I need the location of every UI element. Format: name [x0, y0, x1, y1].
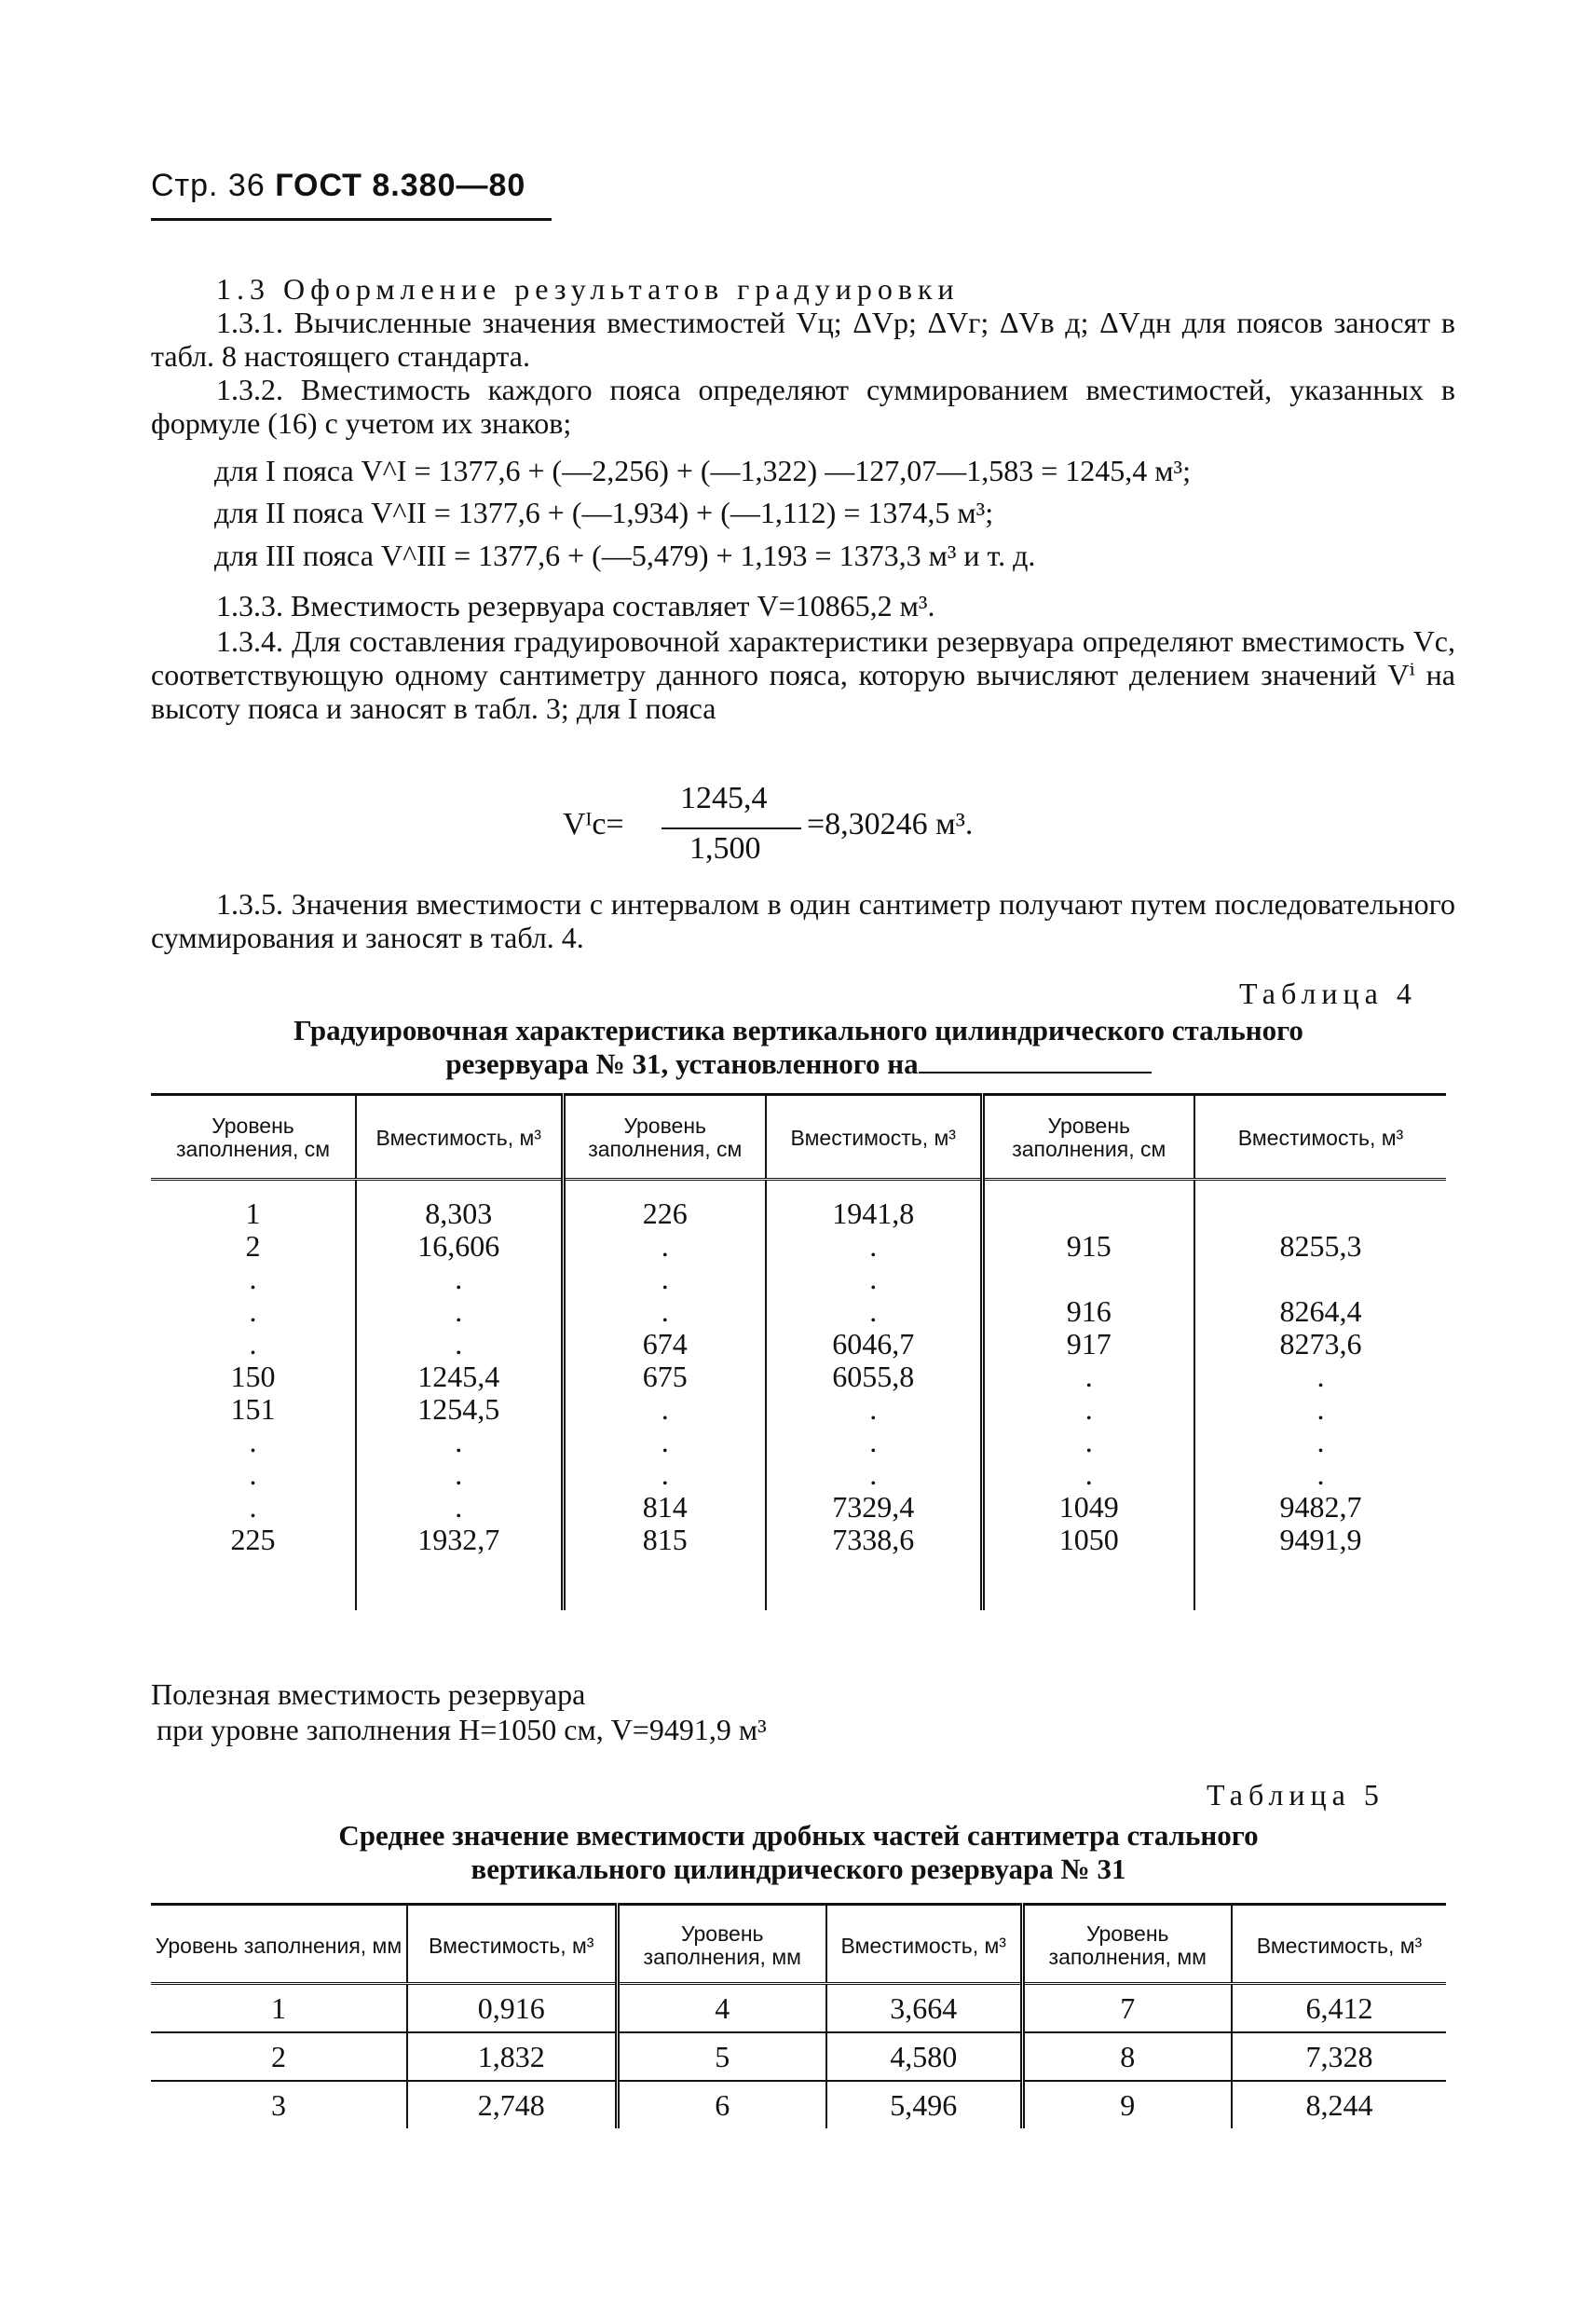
table-row — [151, 2032, 1446, 2081]
table4 — [151, 1093, 1446, 1610]
table5-header-row — [151, 1905, 1446, 1984]
table4-title-blank — [919, 1049, 1152, 1073]
table5-cell: 8 — [1022, 2032, 1232, 2081]
formula-belt-2: для II пояса V^II = 1377,6 + (—1,934) + (—1,112) = 1374,5 м³; — [214, 496, 994, 529]
table4-volume-col-3 — [1194, 1180, 1446, 1611]
table4-header-cell: Вместимость, м³ — [356, 1095, 563, 1180]
table5-header-cell: Вместимость, м³ — [407, 1905, 617, 1984]
table5-header-cell: Вместимость, м³ — [826, 1905, 1022, 1984]
table5-title — [151, 1819, 1446, 1886]
table4-level-col-2 — [563, 1180, 766, 1611]
table5-title-line2: вертикального цилиндрического резервуара № 31 — [471, 1853, 1126, 1885]
table-row — [151, 2081, 1446, 2128]
table5-cell: 2 — [151, 2032, 407, 2081]
useful-capacity-line1: Полезная вместимость резервуара — [151, 1677, 586, 1711]
table5-cell: 1 — [151, 1984, 407, 2033]
table4-level-col-1 — [151, 1180, 356, 1611]
table5-title-line1: Среднее значение вместимости дробных частей сантиметра стального — [338, 1819, 1259, 1852]
formula-belt-3: для III пояса V^III = 1377,6 + (—5,479) + 1,193 = 1373,3 м³ и т. д. — [214, 539, 1036, 572]
table4-header-row — [151, 1095, 1446, 1180]
table5-cell: 3 — [271, 2087, 286, 2122]
paragraph-1-3-3: 1.3.3. Вместимость резервуара составляет V=10865,2 м³. — [216, 589, 935, 622]
table5-cell: 7,328 — [1232, 2032, 1446, 2081]
table4-volume-col-2 — [766, 1180, 982, 1611]
table5-header-cell: Вместимость, м³ — [1232, 1905, 1446, 1984]
table4-title-line2 — [151, 1047, 1446, 1081]
table4-body-row — [151, 1180, 1446, 1611]
paragraph-1-3-1: 1.3.1. Вычисленные значения вместимостей Vц; ΔVр; ΔVг; ΔVв д; ΔVдн для поясов заносят в табл. 8 настоящего стандарта. — [151, 306, 1455, 373]
table5-cell: 7 — [1022, 1984, 1232, 2033]
fraction-lhs: Vᴵс= — [563, 807, 624, 841]
table5-header-cell: Уровень заполнения, мм — [151, 1905, 407, 1984]
useful-capacity-line2: при уровне заполнения H=1050 см, V=9491,9 м³ — [157, 1713, 767, 1746]
table5-header-cell: Уровень заполнения, мм — [617, 1905, 826, 1984]
fraction-numerator: 1245,4 — [680, 781, 768, 815]
table4-header-cell: Вместимость, м³ — [1194, 1095, 1446, 1180]
page-header — [151, 168, 525, 204]
table4-header-cell: Вместимость, м³ — [766, 1095, 982, 1180]
table5 — [151, 1903, 1446, 2128]
table4-title — [151, 1014, 1446, 1081]
table5-caption: Таблица 5 — [1207, 1778, 1385, 1812]
standard-code: ГОСТ 8.380—80 — [275, 168, 526, 203]
table5-cell: 3,664 — [826, 1984, 1022, 2033]
table4-caption: Таблица 4 — [1239, 977, 1417, 1010]
table4-header-cell: Уровень заполнения, см — [151, 1095, 356, 1180]
header-rule — [151, 218, 552, 221]
table4-cell: 915 916 917 . . . . 1049 1050 — [1058, 1229, 1119, 1556]
fraction-bar — [662, 827, 801, 829]
table5-cell: 2,748 — [407, 2081, 617, 2128]
table4-title-line2-text: резервуара № 31, установленного на — [445, 1047, 919, 1080]
formula-belt-1: для I пояса V^I = 1377,6 + (—2,256) + (—1,322) —127,07—1,583 = 1245,4 м³; — [214, 454, 1191, 487]
paragraph-1-3-2: 1.3.2. Вместимость каждого пояса определяют суммированием вместимостей, указанных в формуле (16) с учетом их знаков; — [151, 373, 1455, 440]
table5-cell: 1,832 — [407, 2032, 617, 2081]
fraction-rhs: =8,30246 м³. — [807, 807, 974, 841]
table5-cell: 8,244 — [1232, 2081, 1446, 2128]
fraction-denominator: 1,500 — [689, 831, 761, 866]
table4-cell: 1 2 . . . 150 151 . . . 225 — [230, 1197, 276, 1556]
table5-cell: 4,580 — [826, 2032, 1022, 2081]
table4-cell: 1941,8 . . . 6046,7 6055,8 . . . 7329,4 7338,6 — [832, 1197, 915, 1556]
table5-cell: 0,916 — [407, 1984, 617, 2033]
table5-header-cell: Уровень заполнения, мм — [1022, 1905, 1232, 1984]
table4-header-cell: Уровень заполнения, см — [563, 1095, 766, 1180]
table5-cell: 4 — [617, 1984, 826, 2033]
table4-header-cell: Уровень заполнения, см — [982, 1095, 1194, 1180]
table4-cell: 8,303 16,606 . . . 1245,4 1254,5 . . . 1932,7 — [417, 1197, 500, 1556]
table5-cell: 6 — [617, 2081, 826, 2128]
table-row — [151, 1984, 1446, 2033]
table4-title-line1: Градуировочная характеристика вертикального цилиндрического стального — [293, 1014, 1303, 1046]
section-heading: 1.3 Оформление результатов градуировки — [216, 272, 960, 306]
table4-level-col-3 — [982, 1180, 1194, 1611]
table5-cell: 5 — [617, 2032, 826, 2081]
table4-cell: 226 . . . 674 675 . . . 814 815 — [642, 1197, 688, 1556]
table4-volume-col-1 — [356, 1180, 563, 1611]
table5-cell: 9 — [1022, 2081, 1232, 2128]
page-number: Стр. 36 — [151, 168, 266, 203]
paragraph-1-3-4: 1.3.4. Для составления градуировочной характеристики резервуара определяют вместимость Vс, соответствующую одному сантиметру данного пояса, которую вычисляют делением значений Vⁱ на высоту пояса и заносят в табл. 3; для I пояса — [151, 624, 1455, 725]
table5-cell: 6,412 — [1232, 1984, 1446, 2033]
paragraph-1-3-5: 1.3.5. Значения вместимости с интервалом в один сантиметр получают путем последовательного суммирования и заносят в табл. 4. — [151, 887, 1455, 954]
table5-cell: 5,496 — [826, 2081, 1022, 2128]
table4-cell: 8255,3 8264,4 8273,6 . . . . 9482,7 9491,9 — [1279, 1229, 1362, 1556]
